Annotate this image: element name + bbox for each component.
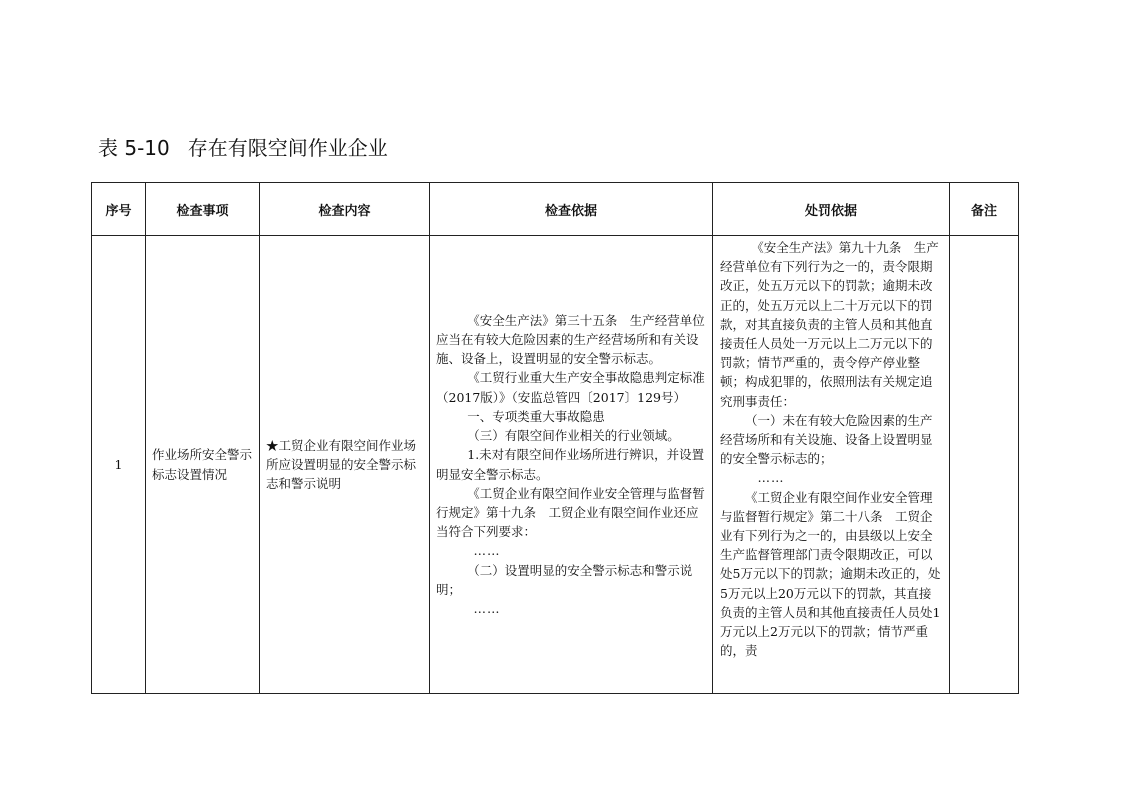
header-content: 检查内容	[260, 183, 430, 236]
header-basis: 检查依据	[430, 183, 713, 236]
cell-seq: 1	[92, 236, 146, 694]
cell-basis	[430, 236, 713, 694]
header-item: 检查事项	[146, 183, 260, 236]
header-remark: 备注	[950, 183, 1019, 236]
basis-paragraph: 《工贸行业重大生产安全事故隐患判定标准（2017版）》（安监总管四〔2017〕129号）	[436, 370, 705, 405]
basis-paragraph: 《安全生产法》第三十五条 生产经营单位应当在有较大危险因素的生产经营场所和有关设施、设备上，设置明显的安全警示标志。	[436, 312, 705, 367]
inspection-table	[91, 182, 1019, 694]
page-title	[98, 132, 388, 161]
table-row	[92, 236, 1019, 694]
table-header-row	[92, 183, 1019, 236]
basis-paragraph: 1.未对有限空间作业场所进行辨识，并设置明显安全警示标志。	[436, 447, 705, 482]
table-title: 存在有限空间作业企业	[187, 136, 388, 160]
basis-paragraph: （三）有限空间作业相关的行业领域。	[467, 428, 680, 444]
penalty-paragraph: 《安全生产法》第九十九条 生产经营单位有下列行为之一的，责令限期改正，处五万元以下的罚款；逾期未改正的，处五万元以上二十万元以下的罚款，对其直接负责的主管人员和其他直接责任人员处一万元以上二万元以下的罚款；情节严重的，责令停产停业整顿；构成犯罪的，依照刑法有关规定追究刑事责任：	[720, 240, 939, 409]
cell-penalty	[713, 236, 950, 694]
header-penalty: 处罚依据	[713, 183, 950, 236]
cell-remark	[950, 236, 1019, 694]
basis-paragraph: ……	[473, 543, 501, 559]
cell-content: ★工贸企业有限空间作业场所应设置明显的安全警示标志和警示说明	[260, 236, 430, 694]
penalty-paragraph: ……	[757, 470, 785, 486]
penalty-paragraph: （一）未在有较大危险因素的生产经营场所和有关设施、设备上设置明显的安全警示标志的；	[720, 412, 933, 467]
basis-paragraph: 一、专项类重大事故隐患	[467, 408, 605, 424]
header-seq: 序号	[92, 183, 146, 236]
table-number: 表 5-10	[98, 136, 170, 160]
penalty-paragraph: 《工贸企业有限空间作业安全管理与监督暂行规定》第二十八条 工贸企业有下列行为之一的，由县级以上安全生产监督管理部门责令限期改正，可以处5万元以下的罚款；逾期未改正的，处5万元以上20万元以下的罚款，其直接负责的主管人员和其他直接责任人员处1万元以上2万元以下的罚款；情节严重的，责	[720, 489, 941, 659]
cell-item: 作业场所安全警示标志设置情况	[146, 236, 260, 694]
basis-paragraph: 《工贸企业有限空间作业安全管理与监督暂行规定》第十九条 工贸企业有限空间作业还应当符合下列要求：	[436, 485, 705, 540]
basis-paragraph: （二）设置明显的安全警示标志和警示说明；	[436, 562, 693, 597]
basis-paragraph: ……	[473, 600, 501, 616]
